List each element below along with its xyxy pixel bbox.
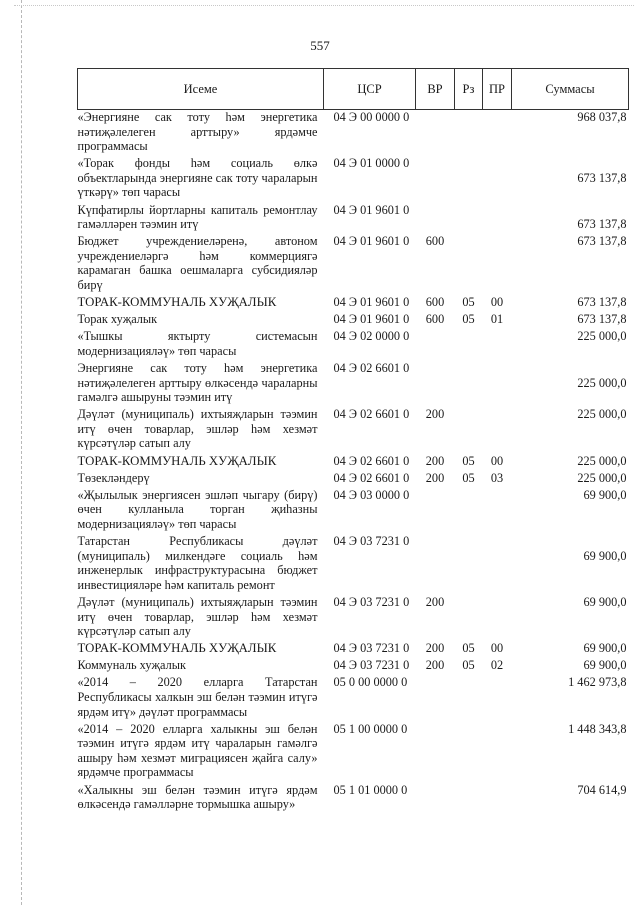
row-vr — [416, 203, 455, 235]
row-name: Күпфатирлы йортларны капиталь ремонтлау гамәлләрен тәэмин итү — [77, 202, 318, 232]
row-name: «Җылылык энергиясен эшләп чыгару (бирү) өчен кулланыла торган җиһазны модернизацияләү» төп чарасы — [77, 487, 318, 531]
header-csr: ЦСР — [324, 69, 416, 110]
row-name: Дәүләт (муниципаль) ихтыяҗларын тәэмин итү өчен товарлар, эшләр һәм хезмәт күрсәтүләр сатып алу — [77, 407, 318, 451]
header-pr: ПР — [483, 69, 512, 110]
row-csr: 04 Э 02 0000 0 — [333, 329, 410, 344]
table-row — [78, 471, 629, 488]
row-vr: 600 — [425, 312, 445, 327]
row-name: Дәүләт (муниципаль) ихтыяҗларын тәэмин итү өчен товарлар, эшләр һәм хезмәт күрсәтүләр сатып алу — [77, 594, 318, 639]
row-name: Энергияне сак тоту һәм энергетика нәтиҗәлелеген арттыру өлкәсендә чараларны гамәлгә ашыруны тәэмин итү — [77, 361, 318, 405]
row-pr: 00 — [490, 295, 504, 310]
table-row — [78, 156, 629, 202]
row-sum: 704 614,9 — [577, 782, 627, 797]
row-csr: 04 Э 02 6601 0 — [333, 407, 410, 422]
table-row — [78, 312, 629, 329]
row-vr: 200 — [425, 658, 445, 673]
row-sum: 225 000,0 — [577, 470, 627, 485]
row-sum: 1 448 343,8 — [568, 721, 627, 736]
row-rz — [455, 534, 483, 595]
page-number: 557 — [310, 38, 330, 53]
table-row — [78, 110, 629, 157]
row-sum: 673 137,8 — [577, 295, 627, 310]
row-vr — [416, 156, 455, 202]
table-row — [78, 203, 629, 235]
row-name: «Энергияне сак тоту һәм энергетика нәтиҗәлелеген арттыру» ярдәмче программасы — [77, 110, 318, 154]
row-pr — [483, 110, 512, 157]
row-pr — [483, 407, 512, 453]
row-vr — [416, 783, 455, 815]
header-name: Исеме — [78, 69, 324, 110]
row-csr: 04 Э 01 0000 0 — [333, 156, 410, 171]
row-csr: 05 1 01 0000 0 — [333, 782, 408, 797]
row-sum: 69 900,0 — [583, 641, 627, 656]
row-rz — [455, 361, 483, 407]
row-sum: 225 000,0 — [577, 329, 627, 344]
row-csr: 04 Э 03 7231 0 — [333, 594, 410, 609]
row-vr: 600 — [425, 234, 445, 249]
table-row — [78, 658, 629, 675]
budget-table — [77, 68, 629, 814]
table-header-row — [78, 69, 629, 110]
row-sum: 69 900,0 — [583, 658, 627, 673]
row-sum: 673 137,8 — [577, 312, 627, 327]
row-vr — [416, 675, 455, 721]
row-rz: 05 — [462, 658, 475, 673]
row-vr — [416, 722, 455, 783]
row-vr: 600 — [425, 295, 445, 310]
row-vr — [416, 329, 455, 361]
top-dotted-line — [14, 5, 634, 6]
table-row — [78, 783, 629, 815]
row-pr: 00 — [490, 641, 504, 656]
table-row — [78, 488, 629, 534]
row-csr: 04 Э 02 6601 0 — [333, 470, 410, 485]
row-rz — [455, 783, 483, 815]
row-sum: 69 900,0 — [583, 487, 627, 502]
row-csr: 05 1 00 0000 0 — [333, 721, 408, 736]
row-vr: 200 — [425, 641, 445, 656]
row-pr: 00 — [490, 453, 504, 468]
row-csr: 04 Э 00 0000 0 — [333, 110, 410, 124]
row-csr: 04 Э 03 0000 0 — [333, 487, 410, 502]
row-pr — [483, 675, 512, 721]
table-row — [78, 675, 629, 721]
table-row — [78, 722, 629, 783]
row-rz: 05 — [462, 295, 475, 310]
row-pr — [483, 488, 512, 534]
row-vr — [416, 488, 455, 534]
row-pr — [483, 595, 512, 641]
row-name: «2014 – 2020 елларга Татарстан Республикасы халкын эш белән тәэмин итүгә ярдәм итү» дәүләт программасы — [77, 675, 318, 719]
row-sum: 225 000,0 — [577, 407, 627, 422]
row-pr — [483, 203, 512, 235]
table-row — [78, 595, 629, 641]
margin-dashed-line — [21, 0, 22, 905]
row-rz — [455, 407, 483, 453]
table-row — [78, 534, 629, 595]
row-pr: 01 — [490, 312, 504, 327]
table-row — [78, 361, 629, 407]
row-pr: 02 — [490, 658, 504, 673]
row-csr: 04 Э 02 6601 0 — [333, 453, 410, 468]
row-csr: 04 Э 03 7231 0 — [333, 641, 410, 656]
row-name: ТОРАК-КОММУНАЛЬ ХУҖАЛЫК — [77, 641, 277, 656]
row-csr: 04 Э 01 9601 0 — [333, 234, 410, 249]
row-pr — [483, 329, 512, 361]
row-vr: 200 — [425, 594, 445, 609]
row-vr — [416, 361, 455, 407]
table-row — [78, 407, 629, 453]
row-sum: 673 137,8 — [577, 217, 627, 232]
row-name: Төзекләндерү — [77, 470, 150, 485]
row-name: Татарстан Республикасы дәүләт (муниципаль) милкендәге социаль һәм инженерлык инфраструктурасына бюджет инвестицияләре һәм капиталь ремонт — [77, 534, 318, 592]
row-pr — [483, 783, 512, 815]
row-rz — [455, 722, 483, 783]
row-rz — [455, 234, 483, 295]
row-name: «Тышкы яктырту системасын модернизацияләү» төп чарасы — [77, 329, 318, 358]
table-row — [78, 454, 629, 471]
row-csr: 04 Э 03 7231 0 — [333, 658, 410, 673]
row-sum: 225 000,0 — [577, 453, 627, 468]
row-rz: 05 — [462, 641, 475, 656]
row-rz — [455, 488, 483, 534]
row-rz: 05 — [462, 453, 475, 468]
row-rz — [455, 675, 483, 721]
row-vr — [416, 110, 455, 157]
row-rz — [455, 110, 483, 157]
row-rz — [455, 595, 483, 641]
header-vr: ВР — [416, 69, 455, 110]
row-sum: 69 900,0 — [583, 548, 627, 563]
row-sum: 225 000,0 — [577, 375, 627, 390]
row-pr — [483, 534, 512, 595]
row-rz — [455, 203, 483, 235]
row-name: «2014 – 2020 елларга халыкны эш белән тәэмин итүгә ярдәм итү чараларын гамәлгә ашыру һәм хезмәт миграциясен җайга салу» ярдәмче программасы — [77, 721, 318, 780]
row-vr: 200 — [425, 453, 445, 468]
row-name: «Халыкны эш белән тәэмин итүгә ярдәм өлкәсендә гамәлләрне тормышка ашыру» — [77, 782, 318, 812]
row-csr: 05 0 00 0000 0 — [333, 675, 408, 690]
row-pr — [483, 156, 512, 202]
row-vr: 200 — [425, 470, 445, 485]
row-vr — [416, 534, 455, 595]
row-pr: 03 — [490, 470, 504, 485]
header-rz: Рз — [455, 69, 483, 110]
row-rz — [455, 329, 483, 361]
row-pr — [483, 361, 512, 407]
table-row — [78, 641, 629, 658]
row-name: ТОРАК-КОММУНАЛЬ ХУҖАЛЫК — [77, 295, 277, 310]
table-row — [78, 295, 629, 312]
table-row — [78, 329, 629, 361]
row-name: ТОРАК-КОММУНАЛЬ ХУҖАЛЫК — [77, 453, 277, 468]
row-pr — [483, 722, 512, 783]
row-csr: 04 Э 01 9601 0 — [333, 312, 410, 327]
row-rz: 05 — [462, 470, 475, 485]
row-pr — [483, 234, 512, 295]
row-rz: 05 — [462, 312, 475, 327]
row-csr: 04 Э 01 9601 0 — [333, 295, 410, 310]
row-csr: 04 Э 01 9601 0 — [333, 202, 410, 217]
row-sum: 1 462 973,8 — [568, 675, 627, 690]
row-sum: 69 900,0 — [583, 594, 627, 609]
row-name: Коммуналь хуҗалык — [77, 658, 186, 673]
row-sum: 968 037,8 — [577, 110, 627, 124]
row-name: Бюджет учреждениеләренә, автоном учреждениеләргә һәм коммерциягә карамаган башка оешмаларга субсидияләр бирү — [77, 234, 318, 293]
row-sum: 673 137,8 — [577, 234, 627, 249]
row-rz — [455, 156, 483, 202]
row-name: Торак хуҗалык — [77, 312, 158, 327]
row-csr: 04 Э 03 7231 0 — [333, 534, 410, 549]
header-sum: Суммасы — [512, 69, 629, 110]
row-sum: 673 137,8 — [577, 170, 627, 185]
row-csr: 04 Э 02 6601 0 — [333, 361, 410, 375]
table-row — [78, 234, 629, 295]
row-name: «Торак фонды һәм социаль өлкә объектларында энергияне сак тоту чараларын үткәрү» төп чарасы — [77, 156, 318, 200]
row-vr: 200 — [425, 407, 445, 422]
